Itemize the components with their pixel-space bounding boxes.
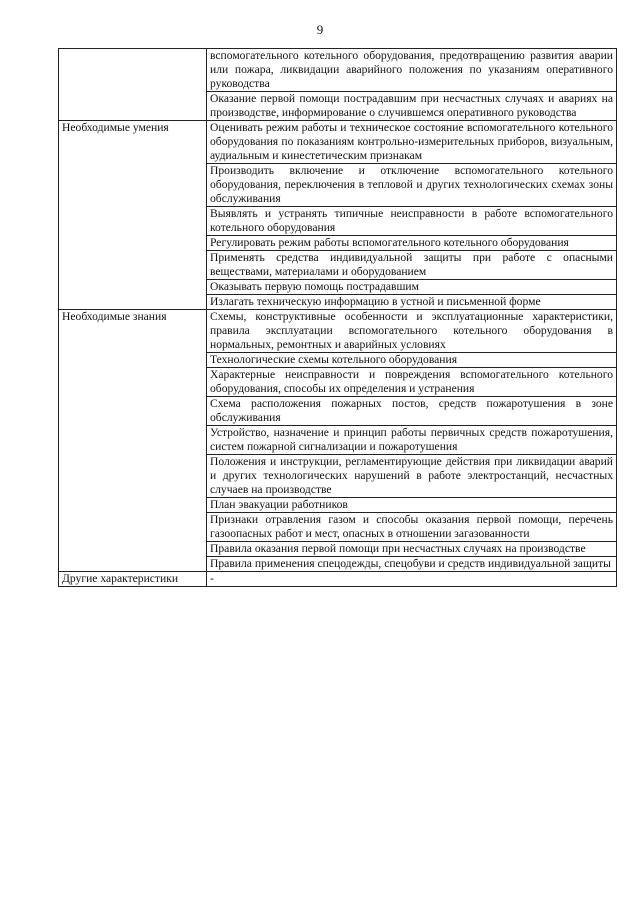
table-cell: Оказывать первую помощь пострадавшим [207,280,617,295]
table-cell: Оказание первой помощи пострадавшим при несчастных случаях и авариях на производстве, информирование о случившемся оперативного руководства [207,92,617,121]
table-cell: вспомогательного котельного оборудования, предотвращению развития аварии или пожара, ликвидации аварийного положения по указаниям оперативного руководства [207,49,617,92]
section-label-other: Другие характеристики [59,572,207,587]
table-cell: Характерные неисправности и повреждения вспомогательного котельного оборудования, способы их определения и устранения [207,368,617,397]
section-label-knowledge: Необходимые знания [59,310,207,572]
table-cell: План эвакуации работников [207,498,617,513]
table-cell: Излагать техническую информацию в устной и письменной форме [207,295,617,310]
table-cell: Правила применения спецодежды, спецобуви и средств индивидуальной защиты [207,557,617,572]
table-row [59,121,617,164]
table-cell: Признаки отравления газом и способы оказания первой помощи, перечень газоопасных работ и мест, опасных в отношении загазованности [207,513,617,542]
table-cell: Выявлять и устранять типичные неисправности в работе вспомогательного котельного оборудования [207,207,617,236]
section-label-skills: Необходимые умения [59,121,207,310]
table-cell: Оценивать режим работы и техническое состояние вспомогательного котельного оборудования по показаниям контрольно-измерительных приборов, визуальным, аудиальным и кинестетическим признакам [207,121,617,164]
table-cell: - [207,572,617,587]
table-cell: Правила оказания первой помощи при несчастных случаях на производстве [207,542,617,557]
table-cell: Регулировать режим работы вспомогательного котельного оборудования [207,236,617,251]
table-cell: Применять средства индивидуальной защиты при работе с опасными веществами, материалами и оборудованием [207,251,617,280]
table-cell: Схемы, конструктивные особенности и эксплуатационные характеристики, правила эксплуатации вспомогательного котельного оборудования в нормальных, ремонтных и аварийных условиях [207,310,617,353]
table-row [59,49,617,92]
table-cell: Положения и инструкции, регламентирующие действия при ликвидации аварий и других технологических нарушений в работе электростанций, несчастных случаев на производстве [207,455,617,498]
table-cell: Производить включение и отключение вспомогательного котельного оборудования, переключения в тепловой и других технологических схемах зоны обслуживания [207,164,617,207]
qualification-table [58,48,617,587]
section-label-continued [59,49,207,121]
table-cell: Технологические схемы котельного оборудования [207,353,617,368]
table-cell: Схема расположения пожарных постов, средств пожаротушения в зоне обслуживания [207,397,617,426]
table-row [59,572,617,587]
table-row [59,310,617,353]
page-number: 9 [316,22,324,37]
table-cell: Устройство, назначение и принцип работы первичных средств пожаротушения, систем пожарной сигнализации и пожаротушения [207,426,617,455]
